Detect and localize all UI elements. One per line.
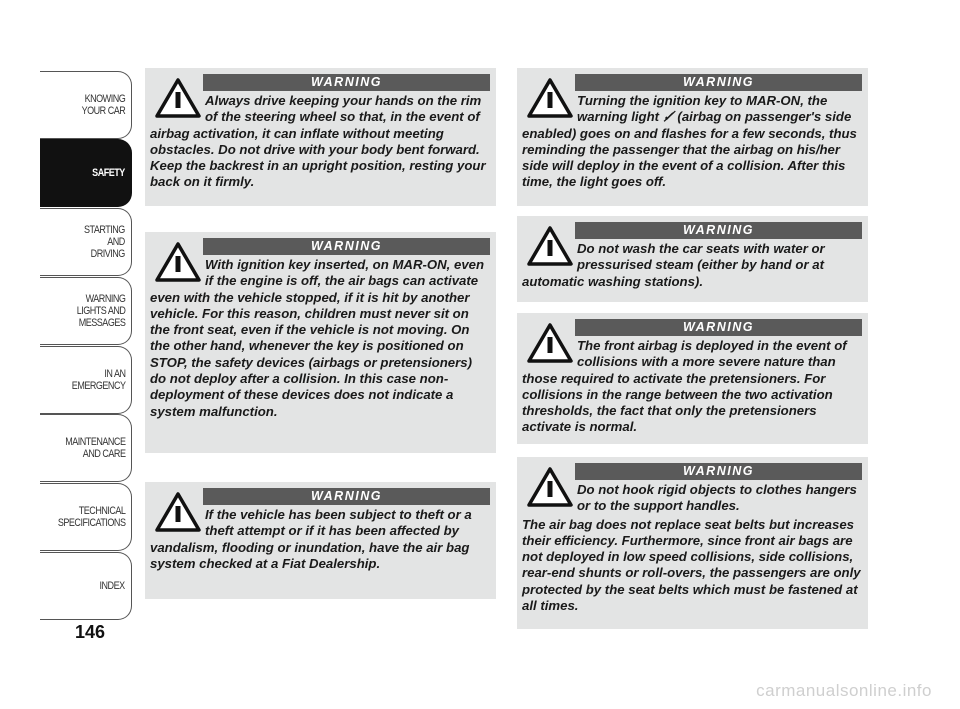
warning-text <box>150 93 490 191</box>
warning-header: WARNING <box>203 238 490 255</box>
tab-technical-specifications[interactable] <box>40 483 132 551</box>
warning-paragraph: Turning the ignition key to MAR-ON, the warning light ✓̸ (airbag on passenger's side enabled) goes on and flashes for a few seconds, thus reminding the passenger that the airbag on his/her side will deploy in the event of a collision. After this time, the light goes off. <box>522 93 857 190</box>
tab-index[interactable] <box>40 552 132 620</box>
warning-text <box>150 507 490 572</box>
tab-label: TECHNICAL SPECIFICATIONS <box>57 505 125 529</box>
page-number: 146 <box>75 622 106 642</box>
warning-text <box>522 93 862 191</box>
warning-header: WARNING <box>203 74 490 91</box>
tab-label: IN AN EMERGENCY <box>71 368 125 392</box>
warning-box-passenger-airbag-light <box>517 68 868 206</box>
warning-paragraph: If the vehicle has been subject to theft or a theft attempt or if it has been affected by vandalism, flooding or inundation, have the air bag system checked at a Fiat Dealership. <box>150 507 472 571</box>
warning-paragraph: The front airbag is deployed in the event of collisions with a more severe nature than those required to activate the pretensioners. For collisions in the range between the two activation thresholds, the fact that only the pretensioners activate is normal. <box>522 338 847 435</box>
warning-text <box>522 338 862 436</box>
tab-label: SAFETY <box>92 167 125 179</box>
warning-paragraph: With ignition key inserted, on MAR-ON, even if the engine is off, the air bags can activate even with the vehicle stopped, if it is hit by another vehicle. For this reason, children must never sit on the front seat, even if the vehicle is not moving. On the other hand, whenever the key is positioned on STOP, the safety devices (airbags or pretensioners) do not deploy after a collision. In this case non-deployment of these devices does not indicate a system malfunction. <box>150 257 485 419</box>
warning-header: WARNING <box>575 463 862 480</box>
warning-box-rigid-objects-seat-belts <box>517 457 868 629</box>
site-watermark: carmanualsonline.info <box>756 681 932 700</box>
warning-text <box>150 257 490 420</box>
warning-header: WARNING <box>575 74 862 91</box>
warning-paragraph: Do not hook rigid objects to clothes hangers or to the support handles. <box>577 482 857 514</box>
warning-text <box>522 241 862 290</box>
warning-box-theft <box>145 482 496 599</box>
warning-box-front-airbag-deployment <box>517 313 868 444</box>
warning-box-ignition-key <box>145 232 496 453</box>
warning-box-hands-on-wheel <box>145 68 496 206</box>
warning-header: WARNING <box>575 319 862 336</box>
tab-label: STARTING AND DRIVING <box>84 224 125 260</box>
tab-label: KNOWING YOUR CAR <box>81 93 125 117</box>
warning-paragraph: Always drive keeping your hands on the rim of the steering wheel so that, in the event of airbag activation, it can inflate without meeting obstacles. Do not drive with your body bent forward. Keep the backrest in an upright position, resting your back on it firmly. <box>150 93 486 190</box>
tab-safety[interactable] <box>40 139 132 207</box>
warning-header: WARNING <box>203 488 490 505</box>
tab-maintenance-and-care[interactable] <box>40 414 132 482</box>
tab-starting-and-driving[interactable] <box>40 208 132 276</box>
tab-in-an-emergency[interactable] <box>40 346 132 414</box>
tab-warning-lights-and-messages[interactable] <box>40 277 132 345</box>
tab-label: WARNING LIGHTS AND MESSAGES <box>76 293 125 329</box>
tab-label: MAINTENANCE AND CARE <box>64 436 125 460</box>
warning-text <box>522 482 862 614</box>
tab-knowing-your-car[interactable] <box>40 71 132 139</box>
warning-box-seat-washing <box>517 216 868 302</box>
warning-paragraph: The air bag does not replace seat belts but increases their efficiency. Furthermore, since front air bags are not deployed in low speed collisions, side collisions, rear-end shunts or roll-overs, the passengers are only protected by the seat belts which must be fastened at all times. <box>522 516 861 614</box>
warning-paragraph: Do not wash the car seats with water or pressurised steam (either by hand or at automatic washing stations). <box>522 241 825 289</box>
warning-header: WARNING <box>575 222 862 239</box>
tab-label: INDEX <box>99 580 125 592</box>
